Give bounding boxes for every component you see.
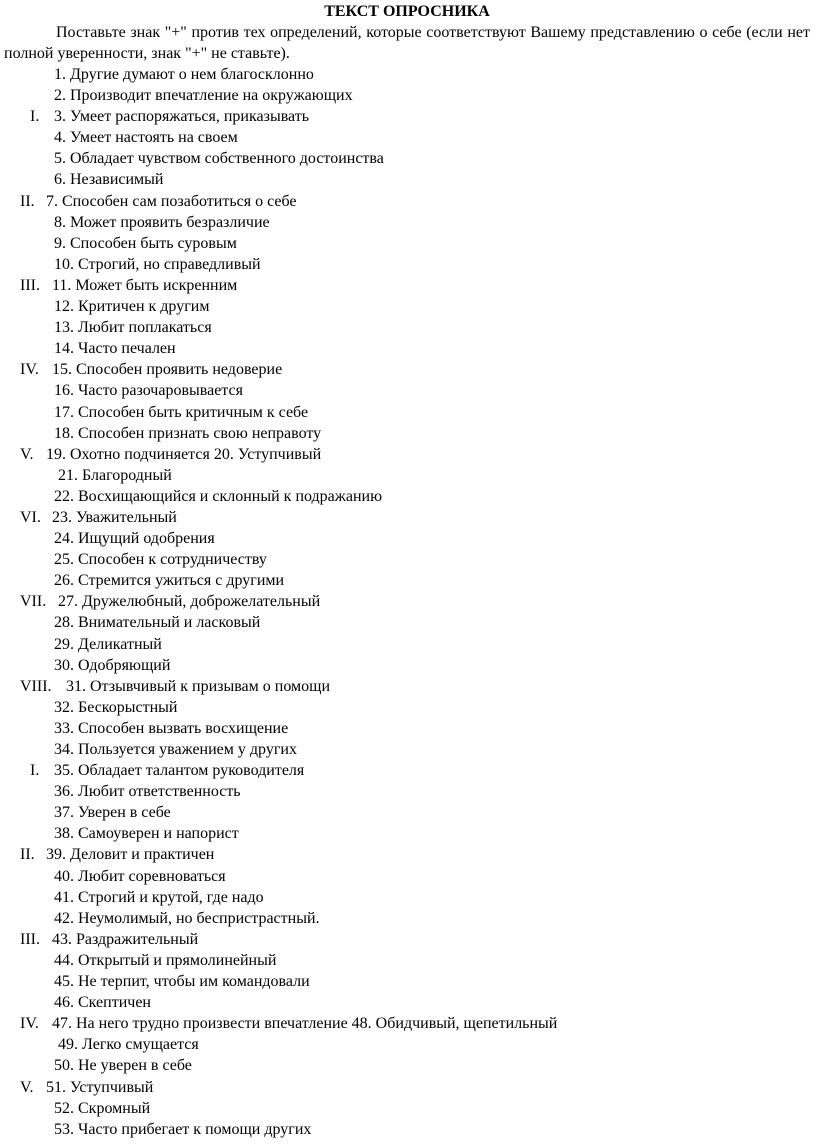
item-text: 51. Уступчивый [46,1078,154,1096]
item-text: 35. Обладает талантом руководителя [54,762,305,780]
item-text: 25. Способен к сотрудничеству [54,551,267,569]
section-numeral: IV. [20,361,39,379]
item-text: 1. Другие думают о нем благосклонно [54,66,314,83]
item-text: 19. Охотно подчиняется 20. Уступчивый [46,445,322,463]
list-item [4,444,810,465]
list-item [4,992,810,1013]
item-text: 24. Ищущий одобрения [54,530,215,548]
item-text: 14. Часто печален [54,340,176,358]
item-text: 9. Способен быть суровым [54,234,237,252]
list-item [4,507,810,528]
section-numeral: VI. [20,508,41,526]
list-item [4,1034,810,1055]
item-text: 31. Отзывчивый к призывам о помощи [66,677,331,695]
list-item [4,739,810,760]
section-numeral: II. [20,192,35,210]
list-item [4,423,810,444]
list-item [4,549,810,570]
list-item [4,191,810,212]
list-item [4,866,810,887]
list-item [4,1013,810,1034]
questionnaire-list [4,64,810,1140]
item-text: 15. Способен проявить недоверие [52,361,283,379]
list-item [4,844,810,865]
item-text: 8. Может проявить безразличие [54,213,270,231]
item-text: 52. Скромный [54,1099,151,1117]
item-text: 29. Деликатный [54,635,162,653]
list-item [4,570,810,591]
item-text: 4. Умеет настоять на своем [54,129,238,147]
list-item [4,359,810,380]
item-text: 41. Строгий и крутой, где надо [54,888,264,906]
list-item [4,465,810,486]
list-item [4,760,810,781]
list-item [4,338,810,359]
list-item [4,612,810,633]
item-text: 12. Критичен к другим [54,298,210,316]
list-item [4,929,810,950]
item-text: 28. Внимательный и ласковый [54,614,261,632]
section-numeral: II. [20,846,35,864]
item-text: 21. Благородный [58,466,172,484]
section-numeral: I. [30,762,40,780]
item-text: 34. Пользуется уважением у других [54,741,297,758]
list-item [4,802,810,823]
list-item [4,275,810,296]
list-item [4,233,810,254]
list-item [4,254,810,275]
list-item [4,781,810,802]
section-numeral: VIII. [20,677,52,695]
item-text: 39. Деловит и практичен [46,846,215,864]
list-item [4,486,810,507]
item-text: 26. Стремится ужиться с другими [54,572,285,590]
item-text: 7. Способен сам позаботиться о себе [46,192,297,210]
section-numeral: V. [20,1078,34,1096]
list-item [4,1055,810,1076]
item-text: 13. Любит поплакаться [54,319,212,337]
item-text: 27. Дружелюбный, доброжелательный [58,593,321,611]
list-item [4,169,810,190]
item-text: 47. На него трудно произвести впечатление 48. Обидчивый, щепетильный [52,1015,558,1033]
item-text: 16. Часто разочаровывается [54,382,243,400]
list-item [4,591,810,612]
list-item [4,908,810,929]
item-text: 42. Неумолимый, но беспристрастный. [54,909,320,927]
item-text: 30. Одобряющий [54,656,171,674]
item-text: 23. Уважительный [52,508,177,526]
list-item [4,634,810,655]
list-item [4,676,810,697]
list-item [4,1077,810,1098]
item-text: 11. Может быть искренним [52,276,238,294]
item-text: 2. Производит впечатление на окружающих [54,87,353,105]
list-item [4,823,810,844]
section-numeral: III. [20,276,40,294]
item-text: 50. Не уверен в себе [54,1057,192,1075]
item-text: 36. Любит ответственность [54,783,241,801]
item-text: 17. Способен быть критичным к себе [54,403,309,421]
section-numeral: I. [30,108,40,126]
item-text: 43. Раздражительный [52,930,199,948]
list-item [4,106,810,127]
section-numeral: V. [20,445,34,463]
list-item [4,402,810,423]
item-text: 40. Любит соревноваться [54,867,226,885]
list-item [4,528,810,549]
section-numeral: III. [20,930,40,948]
section-numeral: VII. [20,593,47,611]
item-text: 18. Способен признать свою неправоту [54,424,322,442]
list-item [4,718,810,739]
item-text: 32. Бескорыстный [54,698,178,716]
item-text: 44. Открытый и прямолинейный [54,951,277,969]
item-text: 53. Часто прибегает к помощи других [54,1120,312,1138]
item-text: 45. Не терпит, чтобы им командовали [54,973,310,991]
list-item [4,697,810,718]
list-item [4,380,810,401]
list-item [4,85,810,106]
list-item [4,655,810,676]
list-item [4,971,810,992]
list-item [4,148,810,169]
list-item [4,296,810,317]
list-item [4,1119,810,1140]
item-text: 6. Независимый [54,171,164,189]
section-numeral: IV. [20,1015,39,1033]
document-title: ТЕКСТ ОПРОСНИКА [324,3,490,20]
item-text: 3. Умеет распоряжаться, приказывать [54,108,310,126]
list-item [4,212,810,233]
item-text: 22. Восхищающийся и склонный к подражанию [54,487,383,505]
item-text: 38. Самоуверен и напорист [54,825,239,843]
list-item [4,127,810,148]
list-item [4,950,810,971]
item-text: 5. Обладает чувством собственного достоинства [54,150,384,168]
item-text: 10. Строгий, но справедливый [54,255,261,273]
list-item [4,317,810,338]
list-item [4,64,810,85]
item-text: 46. Скептичен [54,994,151,1012]
item-text: 49. Легко смущается [58,1036,199,1054]
list-item [4,887,810,908]
item-text: 33. Способен вызвать восхищение [54,719,289,737]
item-text: 37. Уверен в себе [54,804,171,822]
instruction-paragraph: Поставьте знак "+" против тех определений, которые соответствуют Вашему представлению о себе (если нет полной уверенности, знак "+" не ставьте). [4,24,810,62]
list-item [4,1098,810,1119]
